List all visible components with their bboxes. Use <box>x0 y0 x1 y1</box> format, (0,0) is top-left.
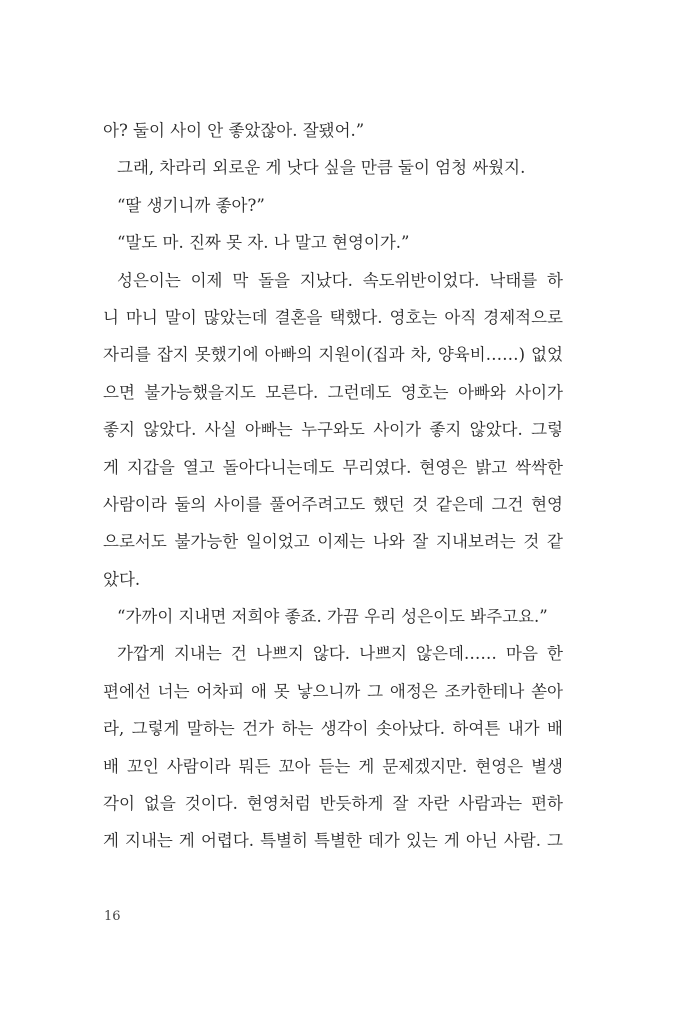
text-line: 좋지 않았다. 사실 아빠는 누구와도 사이가 좋지 않았다. 그렇 <box>103 420 563 440</box>
text-line: “말도 마. 진짜 못 자. 나 말고 현영이가.” <box>117 233 410 253</box>
text-line: 았다. <box>103 569 141 589</box>
text-line: 라, 그렇게 말하는 건가 하는 생각이 솟아났다. 하여튼 내가 배 <box>103 719 563 739</box>
text-line: 자리를 잡지 못했기에 아빠의 지원이(집과 차, 양육비……) 없었 <box>103 345 563 365</box>
body-text <box>103 118 563 866</box>
text-line: 게 지갑을 열고 돌아다니는데도 무리였다. 현영은 밝고 싹싹한 <box>103 457 563 477</box>
text-line: 배 꼬인 사람이라 뭐든 꼬아 듣는 게 문제겠지만. 현영은 별생 <box>103 756 563 776</box>
text-line: 게 지내는 게 어렵다. 특별히 특별한 데가 있는 게 아닌 사람. 그 <box>103 831 563 851</box>
text-line: “딸 생기니까 좋아?” <box>117 195 265 215</box>
text-line: 각이 없을 것이다. 현영처럼 반듯하게 잘 자란 사람과는 편하 <box>103 794 563 814</box>
text-line: 편에선 너는 어차피 애 못 낳으니까 그 애정은 조카한테나 쏟아 <box>103 681 563 701</box>
page-number: 16 <box>104 909 121 924</box>
text-line: 아? 둘이 사이 안 좋았잖아. 잘됐어.” <box>103 121 365 140</box>
text-line: 니 마니 말이 많았는데 결혼을 택했다. 영호는 아직 경제적으로 <box>103 307 563 327</box>
text-line: 으로서도 불가능한 일이었고 이제는 나와 잘 지내보려는 것 같 <box>103 532 563 552</box>
text-line: 사람이라 둘의 사이를 풀어주려고도 했던 것 같은데 그건 현영 <box>103 494 563 514</box>
text-line: 가깝게 지내는 건 나쁘지 않다. 나쁘지 않은데…… 마음 한 <box>117 644 563 664</box>
text-line: 으면 불가능했을지도 모른다. 그런데도 영호는 아빠와 사이가 <box>103 382 563 402</box>
text-line: 그래, 차라리 외로운 게 낫다 싶을 만큼 둘이 엄청 싸웠지. <box>117 158 526 178</box>
text-line: “가까이 지내면 저희야 좋죠. 가끔 우리 성은이도 봐주고요.” <box>117 607 548 627</box>
text-line: 성은이는 이제 막 돌을 지났다. 속도위반이었다. 낙태를 하 <box>117 270 563 290</box>
